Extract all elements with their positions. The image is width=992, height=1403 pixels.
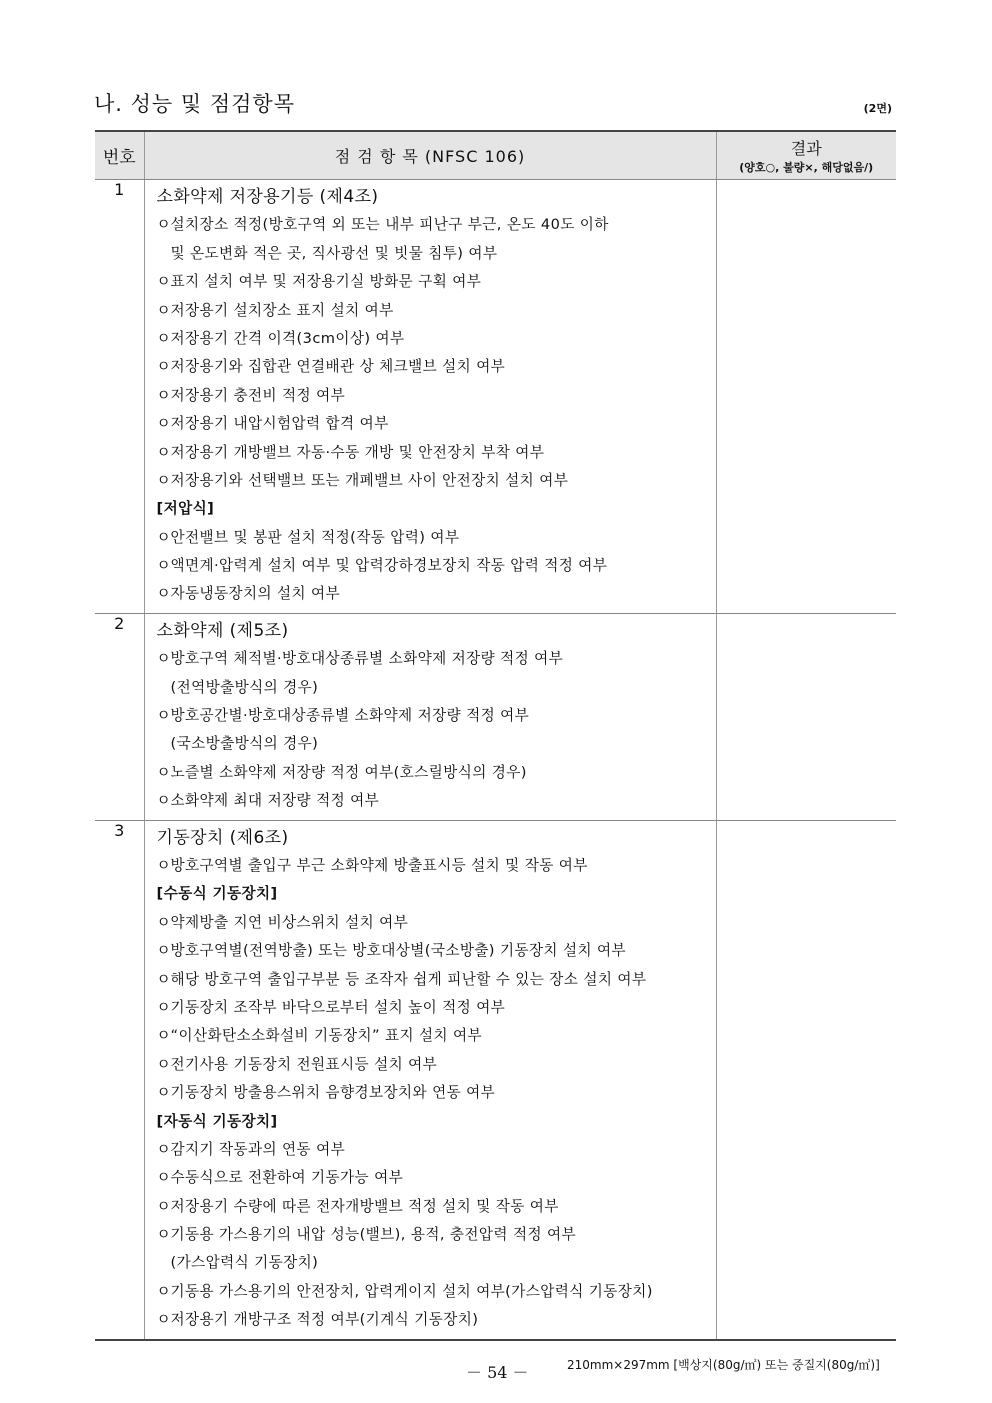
item-text: [자동식 기동장치] (156, 1112, 278, 1130)
bullet-icon: ㅇ (156, 528, 171, 546)
item-text: 저장용기 간격 이격(3cm이상) 여부 (170, 329, 405, 347)
item-text: 기동용 가스용기의 내압 성능(밸브), 용적, 충전압력 적정 여부 (170, 1226, 576, 1244)
bullet-icon: ㅇ (156, 557, 171, 575)
subsection-label (157, 1108, 716, 1136)
row-items (144, 180, 716, 614)
col-header-number: 번호 (95, 131, 144, 180)
item-text: (가스압력식 기동장치) (170, 1254, 319, 1272)
result-cell[interactable] (716, 613, 896, 820)
bullet-icon: ㅇ (156, 1140, 171, 1158)
item-text: 방호구역별(전역방출) 또는 방호대상별(국소방출) 기동장치 설치 여부 (170, 942, 627, 960)
checklist-item (157, 966, 716, 994)
bullet-icon: ㅇ (156, 913, 171, 931)
checklist-item (157, 759, 716, 787)
bullet-icon: ㅇ (156, 650, 171, 668)
bullet-icon: ㅇ (156, 443, 171, 461)
subsection-label (157, 880, 716, 908)
item-text: 설치장소 적정(방호구역 외 또는 내부 피난구 부근, 온도 40도 이하 (170, 216, 609, 234)
checklist-item (157, 439, 716, 467)
checklist-item (157, 852, 716, 880)
item-text: 안전밸브 및 봉판 설치 적정(작동 압력) 여부 (170, 528, 460, 546)
item-text: 소화약제 저장용기등 (제4조) (156, 187, 379, 207)
bullet-icon: ㅇ (156, 1226, 171, 1244)
item-text: (국소방출방식의 경우) (170, 735, 319, 753)
item-text: 저장용기 개방밸브 자동·수동 개방 및 안전장치 부착 여부 (170, 443, 545, 461)
section-title (157, 617, 716, 645)
table-row (95, 180, 896, 614)
checklist-item (157, 211, 716, 239)
item-continuation (157, 1249, 716, 1277)
checklist-item (157, 297, 716, 325)
item-text: 소화약제 (제5조) (156, 620, 289, 641)
result-cell[interactable] (716, 180, 896, 614)
checklist-item (157, 994, 716, 1022)
item-text: [수동식 기동장치] (156, 885, 278, 903)
checklist-item (157, 1079, 716, 1107)
row-items (144, 613, 716, 820)
bullet-icon: ㅇ (156, 707, 171, 725)
item-text: 저장용기와 집합관 연결배관 상 체크밸브 설치 여부 (170, 358, 506, 376)
checklist-item (157, 325, 716, 353)
item-text: 소화약제 최대 저장량 적정 여부 (170, 792, 380, 810)
bullet-icon: ㅇ (156, 1169, 171, 1187)
checklist-item (157, 524, 716, 552)
item-text: [저압식] (156, 500, 215, 518)
bullet-icon: ㅇ (156, 763, 171, 781)
checklist-item (157, 353, 716, 381)
bullet-icon: ㅇ (156, 1084, 171, 1102)
row-number: 1 (95, 180, 144, 614)
item-text: 방호공간별·방호대상종류별 소화약제 저장량 적정 여부 (170, 707, 530, 725)
result-title: 결과 (790, 139, 822, 158)
item-text: 방호구역별 출입구 부근 소화약제 방출표시등 설치 및 작동 여부 (170, 856, 588, 874)
bullet-icon: ㅇ (156, 1311, 171, 1329)
bullet-icon: ㅇ (156, 273, 171, 291)
bullet-icon: ㅇ (156, 792, 171, 810)
row-items (144, 820, 716, 1340)
bullet-icon: ㅇ (156, 1197, 171, 1215)
table-header-row (95, 131, 896, 180)
item-text: 기동장치 (제6조) (156, 827, 289, 848)
bullet-icon: ㅇ (156, 471, 171, 489)
item-text: (전역방출방식의 경우) (170, 678, 319, 696)
item-text: 저장용기 충전비 적정 여부 (170, 386, 346, 404)
checklist-item (157, 1306, 716, 1334)
item-text: 해당 방호구역 출입구부분 등 조작자 쉽게 피난할 수 있는 장소 설치 여부 (170, 970, 647, 988)
table-row (95, 613, 896, 820)
item-continuation (157, 240, 716, 268)
item-text: 기동장치 조작부 바닥으로부터 설치 높이 적정 여부 (170, 998, 506, 1016)
bullet-icon: ㅇ (156, 1027, 171, 1045)
section-heading: 나. 성능 및 점검항목 (94, 92, 295, 116)
checklist-item (157, 702, 716, 730)
item-text: 저장용기 내압시험압력 합격 여부 (170, 415, 389, 433)
bullet-icon: ㅇ (156, 329, 171, 347)
item-text: 감지기 작동과의 연동 여부 (170, 1140, 346, 1158)
checklist-item (157, 1022, 716, 1050)
page-number: － 54 － (466, 1363, 529, 1382)
item-continuation (157, 730, 716, 758)
checklist-item (157, 552, 716, 580)
checklist-item (157, 1278, 716, 1306)
table-row (95, 820, 896, 1340)
bullet-icon: ㅇ (156, 216, 171, 234)
item-text: 기동용 가스용기의 안전장치, 압력게이지 설치 여부(가스압력식 기동장치) (170, 1282, 653, 1300)
subsection-label (157, 495, 716, 523)
item-text: 노즐별 소화약제 저장량 적정 여부(호스릴방식의 경우) (170, 763, 527, 781)
item-text: 및 온도변화 적은 곳, 직사광선 및 빗물 침투) 여부 (170, 244, 498, 262)
checklist-item (157, 787, 716, 815)
bullet-icon: ㅇ (156, 856, 171, 874)
item-text: 기동장치 방출용스위치 음향경보장치와 연동 여부 (170, 1084, 496, 1102)
item-text: 방호구역 체적별·방호대상종류별 소화약제 저장량 적정 여부 (170, 650, 564, 668)
row-number: 2 (95, 613, 144, 820)
item-text: 표지 설치 여부 및 저장용기실 방화문 구획 여부 (170, 273, 482, 291)
bullet-icon: ㅇ (156, 301, 171, 319)
bullet-icon: ㅇ (156, 942, 171, 960)
bullet-icon: ㅇ (156, 970, 171, 988)
section-title (157, 183, 716, 211)
checklist-item (157, 268, 716, 296)
checklist-item (157, 467, 716, 495)
checklist-item (157, 937, 716, 965)
checklist-item (157, 645, 716, 673)
checklist-item (157, 909, 716, 937)
bullet-icon: ㅇ (156, 1055, 171, 1073)
row-number: 3 (95, 820, 144, 1340)
item-text: 저장용기 개방구조 적정 여부(기계식 기동장치) (170, 1311, 479, 1329)
paper-spec: 210mm×297mm [백상지(80g/㎡) 또는 중질지(80g/㎡)] (567, 1358, 880, 1372)
checklist-item (157, 1136, 716, 1164)
col-header-result (716, 131, 896, 180)
checklist-item (157, 1193, 716, 1221)
item-text: 액면계·압력계 설치 여부 및 압력강하경보장치 작동 압력 적정 여부 (170, 557, 608, 575)
bullet-icon: ㅇ (156, 386, 171, 404)
inspection-table (95, 130, 896, 1341)
item-continuation (157, 674, 716, 702)
checklist-item (157, 580, 716, 608)
item-text: 약제방출 지연 비상스위치 설치 여부 (170, 913, 409, 931)
item-text: “이산화탄소소화설비 기동장치” 표지 설치 여부 (170, 1027, 483, 1045)
item-text: 저장용기 설치장소 표지 설치 여부 (170, 301, 394, 319)
bullet-icon: ㅇ (156, 358, 171, 376)
table-body (95, 180, 896, 1340)
item-text: 자동냉동장치의 설치 여부 (170, 585, 341, 603)
bullet-icon: ㅇ (156, 998, 171, 1016)
bullet-icon: ㅇ (156, 585, 171, 603)
bullet-icon: ㅇ (156, 415, 171, 433)
item-text: 저장용기 수량에 따른 전자개방밸브 적정 설치 및 작동 여부 (170, 1197, 559, 1215)
item-text: 전기사용 기동장치 전원표시등 설치 여부 (170, 1055, 438, 1073)
result-cell[interactable] (716, 820, 896, 1340)
item-text: 저장용기와 선택밸브 또는 개폐밸브 사이 안전장치 설치 여부 (170, 471, 569, 489)
checklist-item (157, 410, 716, 438)
checklist-item (157, 1221, 716, 1249)
item-text: 수동식으로 전환하여 기동가능 여부 (170, 1169, 404, 1187)
result-legend: (양호○, 불량×, 해당없음/) (739, 161, 874, 174)
checklist-item (157, 1051, 716, 1079)
checklist-item (157, 382, 716, 410)
page-label: (2면) (863, 102, 892, 115)
col-header-item: 점 검 항 목 (NFSC 106) (144, 131, 716, 180)
bullet-icon: ㅇ (156, 1282, 171, 1300)
section-title (157, 824, 716, 852)
checklist-item (157, 1164, 716, 1192)
